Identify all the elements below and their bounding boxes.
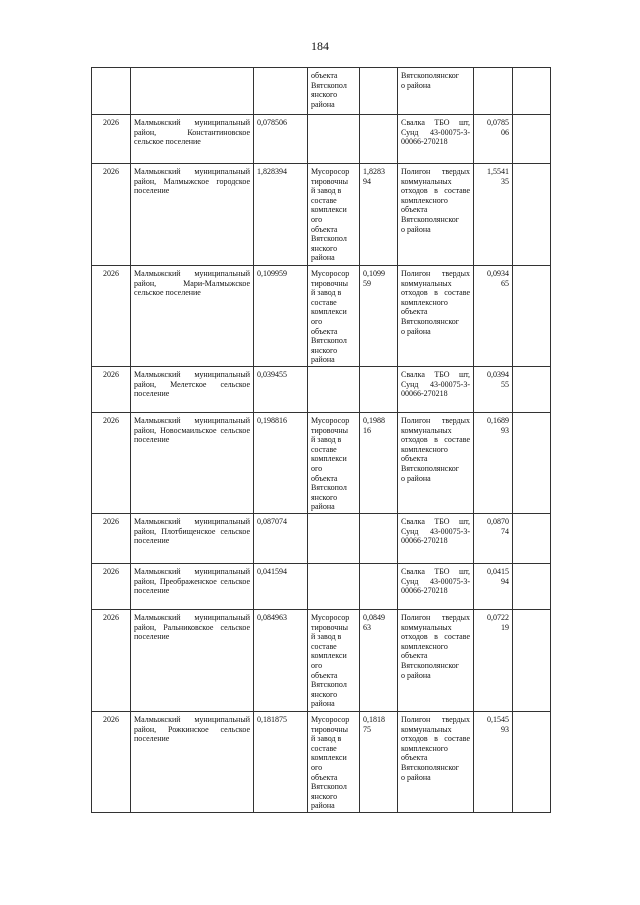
empty-cell [513,367,551,413]
plant-value-cell [360,266,398,367]
year-cell-text: 2026 [103,567,119,576]
year-cell [92,115,131,164]
destination-cell-text: Полигон твердых коммунальных отходов в составе комплексного объекта Вятскополянског о района [401,715,470,782]
final-value-cell [474,514,513,564]
page-number: 184 [311,39,329,53]
plant-value-cell-text: 0,1818 75 [363,715,385,734]
year-cell [92,712,131,813]
sorting-plant-cell-text: Мусоросор тировочны й завод в составе комплекси ого объекта Вятскопол янского района [311,167,350,263]
municipality-cell-text: Малмыжский муниципальный район, Ральниковское сельское поселение [134,613,252,642]
value-cell-text: 0,041594 [257,567,287,576]
value-cell [254,610,308,712]
value-cell [254,367,308,413]
final-value-cell-text: 0,0415 94 [487,567,509,586]
destination-cell-text: Полигон твердых коммунальных отходов в составе комплексного объекта Вятскополянског о района [401,269,470,336]
value-cell [254,413,308,514]
sorting-plant-cell-text: Мусоросор тировочны й завод в составе комплекси ого объекта Вятскопол янского района [311,416,350,512]
year-cell-text: 2026 [103,613,119,622]
plant-value-cell-text: 0,1099 59 [363,269,385,288]
municipality-cell [131,564,254,610]
plant-value-cell [360,115,398,164]
sorting-plant-cell [308,164,360,266]
plant-value-cell [360,564,398,610]
municipality-cell [131,610,254,712]
value-cell-text: 0,181875 [257,715,287,724]
value-cell [254,514,308,564]
empty-cell [513,115,551,164]
sorting-plant-cell [308,564,360,610]
waste-flow-table [91,67,551,813]
plant-value-cell [360,413,398,514]
final-value-cell-text: 0,1545 93 [487,715,509,734]
plant-value-cell [360,712,398,813]
value-cell [254,68,308,115]
empty-cell [513,266,551,367]
destination-cell [398,610,474,712]
final-value-cell-text: 1,5541 35 [487,167,509,186]
empty-cell [513,164,551,266]
year-cell [92,266,131,367]
municipality-cell [131,413,254,514]
final-value-cell [474,164,513,266]
municipality-cell [131,164,254,266]
final-value-cell-text: 0,0394 55 [487,370,509,389]
value-cell-text: 0,084963 [257,613,287,622]
year-cell [92,610,131,712]
municipality-cell [131,68,254,115]
value-cell-text: 1,828394 [257,167,287,176]
destination-cell [398,115,474,164]
sorting-plant-cell [308,413,360,514]
final-value-cell-text: 0,0870 74 [487,517,509,536]
plant-value-cell [360,68,398,115]
year-cell [92,413,131,514]
municipality-cell-text: Малмыжский муниципальный район, Мари-Малмыжское сельское поселение [134,269,252,298]
sorting-plant-cell [308,68,360,115]
table-row [92,68,551,115]
empty-cell [513,413,551,514]
year-cell [92,164,131,266]
final-value-cell-text: 0,0785 06 [487,118,509,137]
table-row [92,115,551,164]
final-value-cell [474,610,513,712]
final-value-cell [474,367,513,413]
municipality-cell [131,514,254,564]
value-cell [254,712,308,813]
sorting-plant-cell [308,712,360,813]
year-cell-text: 2026 [103,370,119,379]
year-cell-text: 2026 [103,715,119,724]
table-row [92,266,551,367]
table-row [92,164,551,266]
year-cell-text: 2026 [103,167,119,176]
destination-cell-text: Вятскополянског о района [401,71,460,90]
year-cell [92,564,131,610]
final-value-cell [474,115,513,164]
sorting-plant-cell [308,367,360,413]
value-cell-text: 0,087074 [257,517,287,526]
value-cell-text: 0,109959 [257,269,287,278]
destination-cell-text: Свалка ТБО шт, Сунд 43-00075-3-00066-270218 [401,118,472,147]
municipality-cell-text: Малмыжский муниципальный район, Плотбищенское сельское поселение [134,517,252,546]
final-value-cell [474,564,513,610]
plant-value-cell-text: 0,0849 63 [363,613,385,632]
plant-value-cell-text: 1,8283 94 [363,167,385,186]
empty-cell [513,610,551,712]
value-cell [254,164,308,266]
table-row [92,367,551,413]
final-value-cell-text: 0,0722 19 [487,613,509,632]
sorting-plant-cell-text: Мусоросор тировочны й завод в составе комплекси ого объекта Вятскопол янского района [311,269,350,365]
final-value-cell [474,413,513,514]
municipality-cell-text: Малмыжский муниципальный район, Преображенское сельское поселение [134,567,252,596]
plant-value-cell-text: 0,1988 16 [363,416,385,435]
table-row [92,514,551,564]
year-cell-text: 2026 [103,118,119,127]
final-value-cell [474,712,513,813]
destination-cell [398,712,474,813]
destination-cell-text: Свалка ТБО шт, Сунд 43-00075-3-00066-270218 [401,567,472,596]
value-cell [254,115,308,164]
municipality-cell-text: Малмыжский муниципальный район, Рожкинское сельское поселение [134,715,252,744]
destination-cell [398,68,474,115]
empty-cell [513,564,551,610]
sorting-plant-cell [308,514,360,564]
table-row [92,564,551,610]
value-cell-text: 0,078506 [257,118,287,127]
municipality-cell [131,115,254,164]
destination-cell [398,164,474,266]
table-row [92,610,551,712]
value-cell-text: 0,198816 [257,416,287,425]
destination-cell-text: Полигон твердых коммунальных отходов в составе комплексного объекта Вятскополянског о района [401,613,470,680]
final-value-cell-text: 0,1689 93 [487,416,509,435]
sorting-plant-cell [308,610,360,712]
destination-cell-text: Свалка ТБО шт, Сунд 43-00075-3-00066-270218 [401,517,472,546]
plant-value-cell [360,610,398,712]
destination-cell [398,564,474,610]
sorting-plant-cell-text: Мусоросор тировочны й завод в составе комплекси ого объекта Вятскопол янского района [311,613,350,709]
sorting-plant-cell-text: объекта Вятскопол янского района [311,71,347,109]
plant-value-cell [360,164,398,266]
plant-value-cell [360,367,398,413]
table-row [92,413,551,514]
municipality-cell-text: Малмыжский муниципальный район, Константиновское сельское поселение [134,118,252,147]
empty-cell [513,514,551,564]
destination-cell [398,514,474,564]
final-value-cell-text: 0,0934 65 [487,269,509,288]
sorting-plant-cell-text: Мусоросор тировочны й завод в составе комплекси ого объекта Вятскопол янского района [311,715,350,811]
table-row [92,712,551,813]
destination-cell [398,266,474,367]
destination-cell-text: Полигон твердых коммунальных отходов в составе комплексного объекта Вятскополянског о района [401,416,470,483]
empty-cell [513,712,551,813]
final-value-cell [474,68,513,115]
municipality-cell-text: Малмыжский муниципальный район, Новосмаильское сельское поселение [134,416,252,445]
year-cell [92,68,131,115]
year-cell [92,367,131,413]
value-cell [254,266,308,367]
municipality-cell [131,266,254,367]
municipality-cell [131,367,254,413]
sorting-plant-cell [308,266,360,367]
municipality-cell-text: Малмыжский муниципальный район, Малмыжское городское поселение [134,167,252,196]
municipality-cell [131,712,254,813]
municipality-cell-text: Малмыжский муниципальный район, Мелетское сельское поселение [134,370,252,399]
sorting-plant-cell [308,115,360,164]
plant-value-cell [360,514,398,564]
destination-cell-text: Свалка ТБО шт, Сунд 43-00075-3-00066-270218 [401,370,472,399]
destination-cell-text: Полигон твердых коммунальных отходов в составе комплексного объекта Вятскополянског о района [401,167,470,234]
value-cell [254,564,308,610]
year-cell [92,514,131,564]
destination-cell [398,367,474,413]
table-body [92,68,551,813]
final-value-cell [474,266,513,367]
year-cell-text: 2026 [103,416,119,425]
destination-cell [398,413,474,514]
year-cell-text: 2026 [103,517,119,526]
value-cell-text: 0,039455 [257,370,287,379]
year-cell-text: 2026 [103,269,119,278]
empty-cell [513,68,551,115]
